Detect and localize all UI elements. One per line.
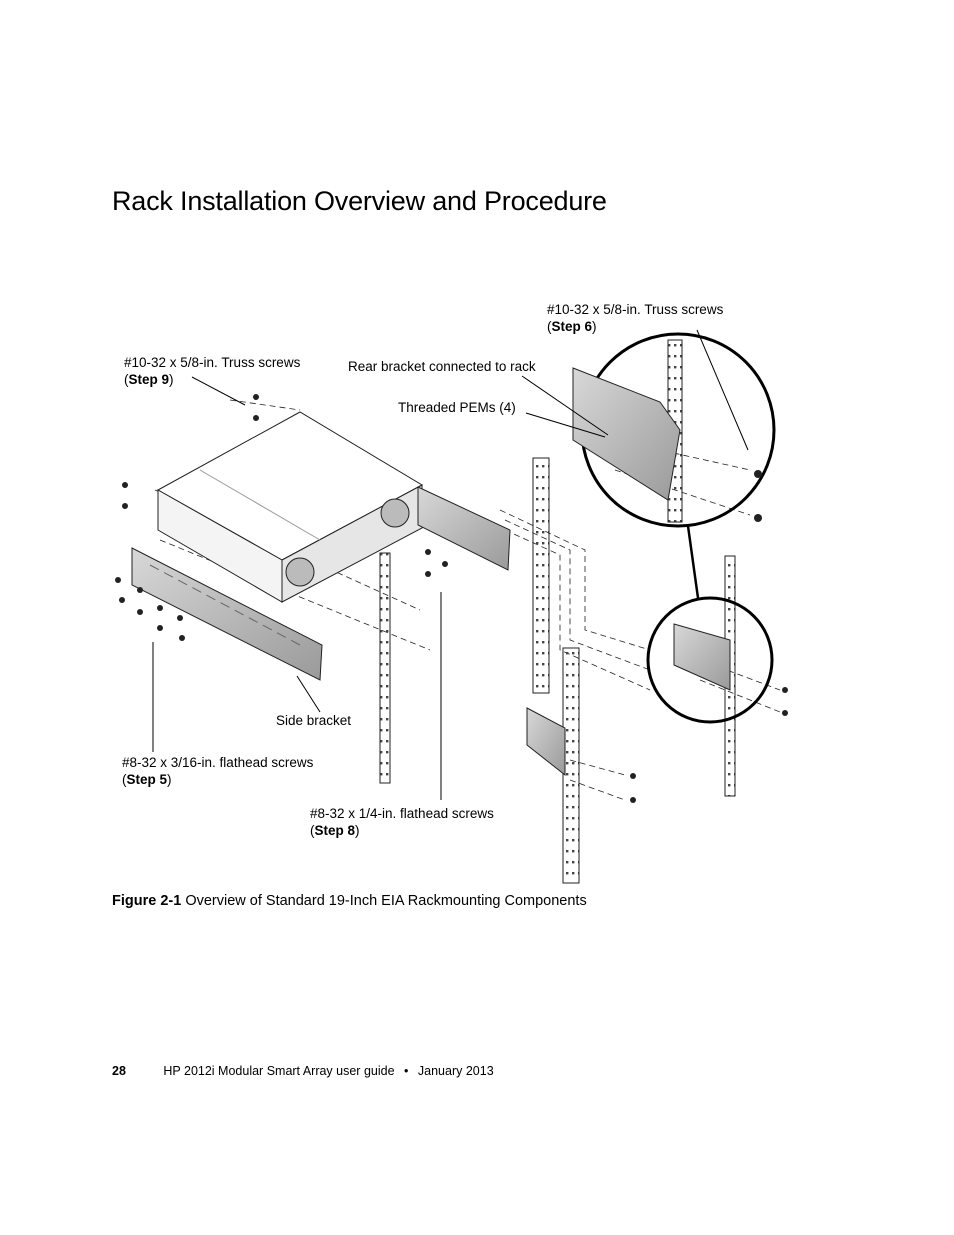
rear-bracket-detail: [573, 368, 680, 500]
chassis-side-bracket: [418, 487, 510, 570]
footer-separator: •: [404, 1064, 409, 1078]
callout-text: #10-32 x 5/8-in. Truss screws: [547, 302, 724, 317]
rear-bracket-lower: [527, 708, 565, 775]
callout-flathead-screws-step8: #8-32 x 1/4-in. flathead screws (Step 8): [310, 806, 494, 838]
callout-text: #10-32 x 5/8-in. Truss screws: [124, 355, 301, 370]
step-label: Step 6: [551, 319, 593, 334]
callout-threaded-pems: Threaded PEMs (4): [398, 400, 516, 415]
page-title: Rack Installation Overview and Procedure: [112, 186, 607, 216]
page-footer: [112, 1064, 494, 1078]
rear-bracket-small-detail: [674, 624, 730, 690]
detail-connector: [688, 526, 698, 598]
figure-caption-text: Overview of Standard 19-Inch EIA Rackmounting Components: [185, 893, 587, 909]
step-label: Step 9: [128, 372, 170, 387]
figure-label: Figure 2-1: [112, 893, 182, 909]
document-date: January 2013: [417, 1064, 494, 1078]
callout-truss-screws-step6: #10-32 x 5/8-in. Truss screws (Step 6): [547, 302, 724, 334]
figure-caption: [112, 893, 587, 909]
callout-flathead-screws-step5: #8-32 x 3/16-in. flathead screws (Step 5): [122, 755, 314, 787]
callout-text: #8-32 x 1/4-in. flathead screws: [310, 806, 494, 821]
callout-truss-screws-step9: #10-32 x 5/8-in. Truss screws (Step 9): [124, 355, 301, 387]
callout-side-bracket: Side bracket: [276, 713, 352, 728]
step-label: Step 8: [314, 823, 356, 838]
document-title: HP 2012i Modular Smart Array user guide: [163, 1064, 395, 1078]
callout-text: #8-32 x 3/16-in. flathead screws: [122, 755, 314, 770]
rack-rails: [380, 340, 735, 883]
callout-rear-bracket: Rear bracket connected to rack: [348, 359, 536, 374]
page-number: 28: [112, 1064, 126, 1078]
step-label: Step 5: [126, 772, 168, 787]
